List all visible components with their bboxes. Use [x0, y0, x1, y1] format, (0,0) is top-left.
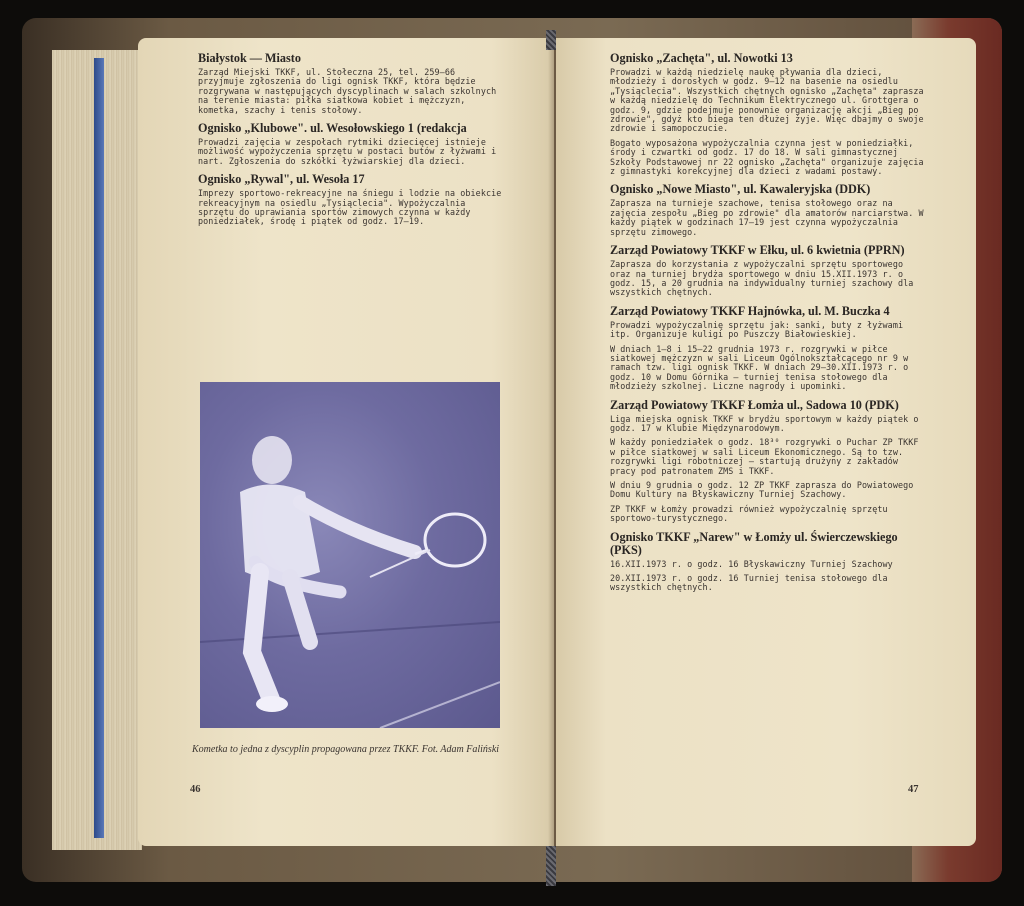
section-body: Bogato wyposażona wypożyczalnia czynna jest w poniedziałki, środy i czwartki od godz. 17 do 18. W sali gimnastycznej Szkoły Podstawowej nr 22 ognisko „Zachęta" organizuje zajęcia z gimnastyki korekcyjnej dla dzieci z wadami postawy.: [610, 137, 924, 177]
section-body: Prowadzi zajęcia w zespołach rytmiki dziecięcej istnieje możliwość wypożyczenia sprzętu w postaci butów z łyżwami i nart. Zgłoszenia do szkółki łyżwiarskiej dla dzieci.: [198, 137, 497, 166]
badminton-photo: [200, 382, 500, 728]
section-heading: Zarząd Powiatowy TKKF Łomża ul., Sadowa 10 (PDK): [610, 397, 899, 412]
section-hajnowka: [610, 305, 928, 392]
section-heading: Zarząd Powiatowy TKKF w Ełku, ul. 6 kwietnia (PPRN): [610, 243, 905, 258]
section-rywal: [198, 173, 506, 227]
section-body: 16.XII.1973 r. o godz. 16 Błyskawiczny Turniej Szachowy: [610, 558, 893, 569]
page-number: 47: [908, 784, 919, 795]
photo-caption: Kometka to jedna z dyscyplin propagowana przez TKKF. Fot. Adam Faliński: [192, 744, 500, 755]
section-heading: Ognisko „Klubowe". ul. Wesołowskiego 1 (redakcja: [198, 121, 467, 136]
left-column: [198, 52, 506, 234]
section-body: W dniu 9 grudnia o godz. 12 ZP TKKF zaprasza do Powiatowego Domu Kultury na Błyskawiczny Turniej Szachowy.: [610, 480, 914, 500]
section-lomza: [610, 399, 928, 524]
section-body: Zarząd Miejski TKKF, ul. Stołeczna 25, tel. 259—66 przyjmuje zgłoszenia do ligi ognisk TKKF, która będzie rozgrywana w następujących dyscyplinach w salach szkolnych na terenie miasta: piłka siatkowa kobiet i mężczyzn, kometka, szachy i tenis stołowy.: [198, 67, 497, 115]
section-body: Zaprasza na turnieje szachowe, tenisa stołowego oraz na zajęcia zespołu „Bieg po zdrowie" dla amatorów narciarstwa. W każdy piątek w godzinach 17—19 jest czynna wypożyczalnia sprzętu zimowego.: [610, 198, 924, 237]
page-edges: [52, 50, 142, 850]
section-body: W dniach 1—8 i 15—22 grudnia 1973 r. rozgrywki w piłce siatkowej mężczyzn w sali Liceum Ogólnokształcącego nr 9 w ramach tzw. ligi ognisk TKKF. W dniach 29—30.XII.1973 r. o godz. 10 w Domu Górnika — turniej tenisa stołowego dla młodzieży szkolnej. Liczne nagrody i upominki.: [610, 343, 909, 392]
section-heading: Ognisko TKKF „Narew" w Łomży ul. Świerczewskiego (PKS): [610, 529, 898, 557]
section-body: ZP TKKF w Łomży prowadzi również wypożyczalnię sprzętu sportowo-turystycznego.: [610, 503, 888, 524]
section-klubowe: [198, 122, 506, 166]
section-heading: Ognisko „Nowe Miasto", ul. Kawaleryjska (DDK): [610, 182, 871, 197]
section-body: Imprezy sportowo-rekreacyjne na śniegu i lodzie na obiekcie rekreacyjnym na osiedlu „Tysiąclecia". Wypożyczalnia sprzętu do uprawiania sportów zimowych czynna w każdy poniedziałek, środę i piątek od godz. 17—19.: [198, 188, 502, 227]
section-heading: Ognisko „Rywal", ul. Wesoła 17: [198, 172, 365, 187]
section-bialystok: [198, 52, 506, 115]
right-column: [610, 52, 928, 600]
section-zacheta: [610, 52, 928, 176]
section-elk: [610, 244, 928, 298]
section-nowe-miasto: [610, 183, 928, 237]
page-number: 46: [190, 784, 201, 795]
spine-thread-top: [546, 30, 556, 50]
left-page: [138, 38, 554, 846]
section-body: Prowadzi wypożyczalnię sprzętu jak: sanki, buty z łyżwami itp. Organizuje kuligi po Puszczy Białowieskiej.: [610, 319, 904, 340]
section-heading: Zarząd Powiatowy TKKF Hajnówka, ul. M. Buczka 4: [610, 303, 890, 318]
section-body: 20.XII.1973 r. o godz. 16 Turniej tenisa stołowego dla wszystkich chętnych.: [610, 573, 888, 593]
section-narew: [610, 531, 928, 593]
section-heading: Ognisko „Zachęta", ul. Nowotki 13: [610, 51, 793, 65]
bookmark-tab: [94, 58, 104, 838]
spine-thread-bottom: [546, 846, 556, 886]
section-heading: Białystok — Miasto: [198, 51, 301, 65]
section-body: Prowadzi w każdą niedzielę naukę pływania dla dzieci, młodzieży i dorosłych w godz. 9—12 na basenie na osiedlu „Tysiąclecia". Wszystkich chętnych ognisko „Zachęta" zaprasza w każdą niedzielę do Technikum Elektrycznego ul. Grottgera o godz. 9, gdzie podejmuje ponownie organizację akcji „Bieg po zdrowie", gdyż kto biega ten dłużej żyje. Więc dbajmy o swoje zdrowie i samopoczucie.: [610, 67, 924, 134]
section-body: W każdy poniedziałek o godz. 18³⁰ rozgrywki o Puchar ZP TKKF w piłce siatkowej w sali Liceum Ekonomicznego. Są to tzw. rozgrywki ligi robotniczej — startują drużyny z zakładów pracy pod patronatem ZMS i TKKF.: [610, 437, 919, 476]
badminton-player-image: [200, 382, 500, 728]
right-page: [556, 38, 976, 846]
section-body: Zaprasza do korzystania z wypożyczalni sprzętu sportowego oraz na turniej brydża sportowego w dniu 15.XII.1973 r. o godz. 15, a 20 grudnia na indywidualny turniej szachowy dla wszystkich chętnych.: [610, 259, 914, 298]
section-body: Liga miejska ognisk TKKF w brydżu sportowym w każdy piątek o godz. 17 w Klubie Międzynarodowym.: [610, 413, 919, 433]
